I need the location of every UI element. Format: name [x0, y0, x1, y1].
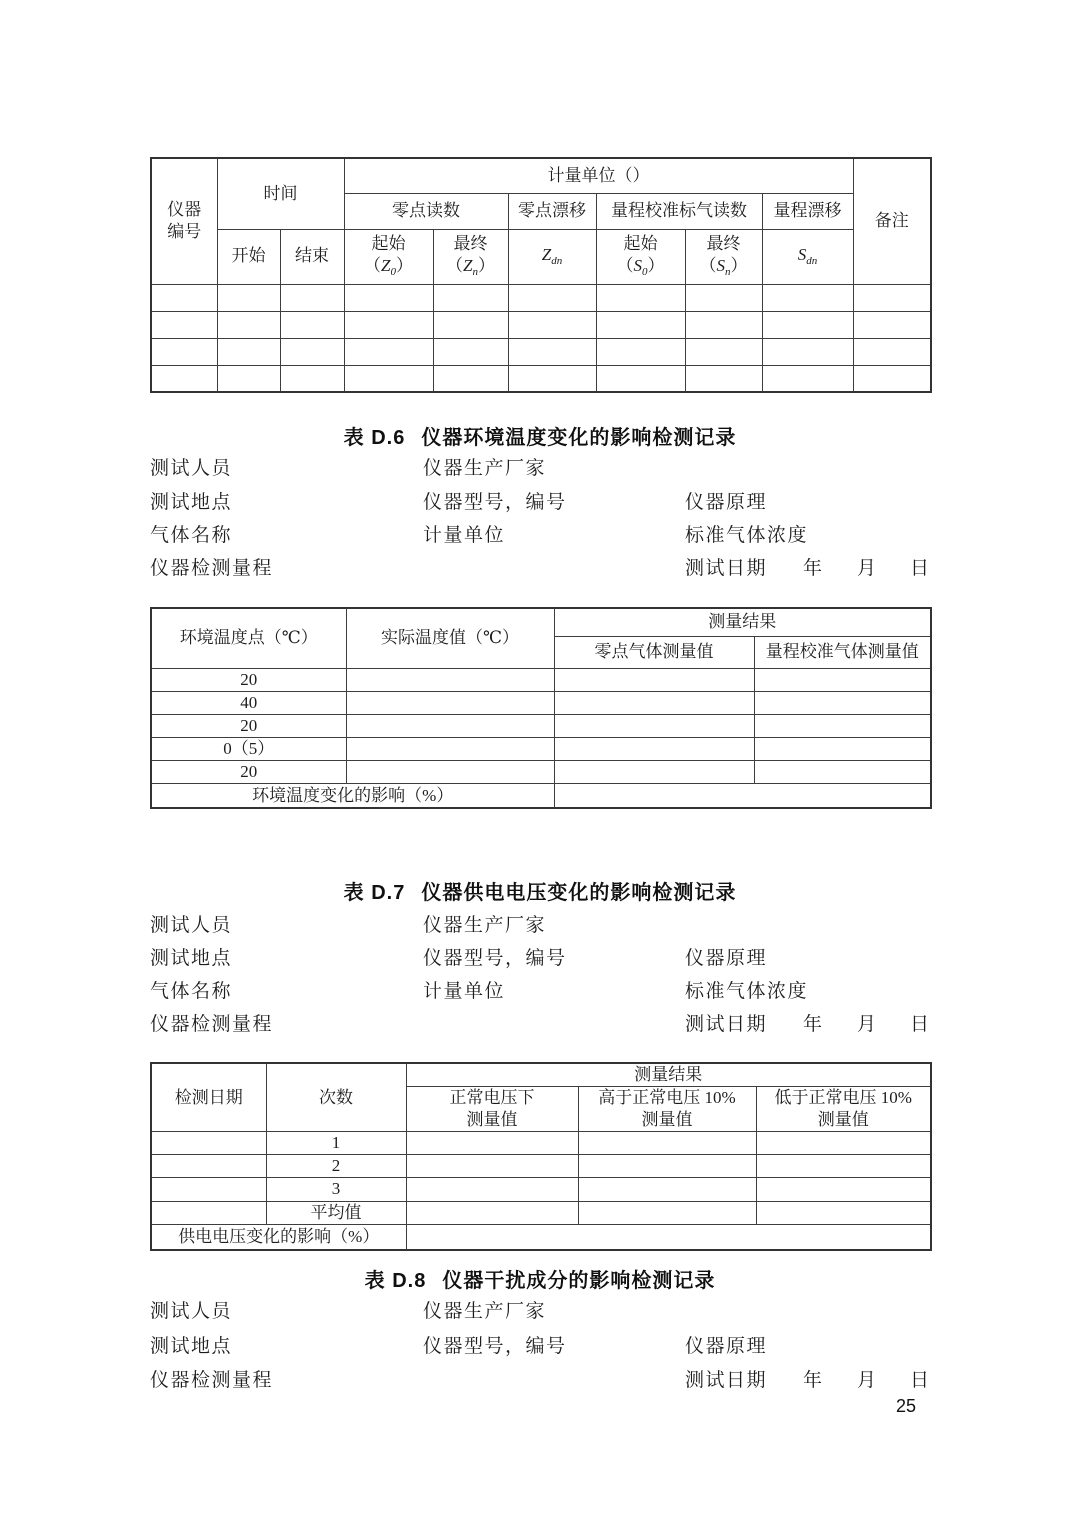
final-label: 最终: [453, 234, 488, 254]
footer-label: 供电电压变化的影响（%）: [151, 1224, 406, 1250]
field-day: 日: [910, 558, 931, 579]
empty-cell: [596, 311, 685, 338]
field-day: 日: [910, 1014, 931, 1035]
empty-cell: [754, 714, 931, 737]
field-day: 日: [910, 1370, 931, 1391]
empty-cell: [578, 1201, 756, 1224]
times-value: 2: [266, 1155, 406, 1178]
empty-cell: [762, 311, 853, 338]
temp-point-value: 20: [151, 714, 346, 737]
field-principle: 仪器原理: [685, 948, 768, 969]
table-d8-caption: [150, 1264, 930, 1293]
empty-cell: [433, 311, 508, 338]
field-year: 年: [803, 558, 824, 579]
empty-cell: [406, 1155, 578, 1178]
col-header-normal-voltage: 正常电压下 测量值: [406, 1087, 578, 1132]
d6-field-row-4: [150, 553, 930, 579]
col-header-time-end: 结束: [280, 229, 344, 284]
instrument-no-line2: 编号: [167, 222, 202, 242]
table-row: [151, 691, 931, 714]
col-header-zero-reading: 零点读数: [344, 193, 508, 229]
times-value: 平均值: [266, 1201, 406, 1224]
col-header-temp-point: 环境温度点（℃）: [151, 608, 346, 668]
empty-cell: [578, 1132, 756, 1155]
d7-field-row-4: [150, 1009, 930, 1035]
empty-cell: [344, 365, 433, 392]
caption-text: 仪器干扰成分的影响检测记录: [442, 1270, 716, 1292]
table-row: [151, 311, 931, 338]
d8-field-row-1: [150, 1296, 930, 1322]
empty-cell: [508, 338, 596, 365]
table-row: [151, 338, 931, 365]
d7-field-row-3: [150, 976, 930, 1002]
sn-symbol: $(S_n)$: [699, 256, 748, 279]
field-manufacturer: 仪器生产厂家: [423, 1301, 547, 1322]
field-tester: 测试人员: [150, 1301, 233, 1322]
col-header-test-date: 检测日期: [151, 1063, 266, 1132]
empty-cell: [685, 365, 762, 392]
zn-symbol: $(Z_n)$: [446, 256, 495, 279]
empty-cell: [554, 737, 754, 760]
drift-record-table: [150, 157, 932, 393]
d7-field-row-2: [150, 943, 930, 969]
caption-text: 仪器环境温度变化的影响检测记录: [421, 427, 737, 449]
empty-cell: [346, 714, 554, 737]
empty-cell: [151, 365, 217, 392]
field-model: 仪器型号，编号: [423, 1336, 567, 1357]
field-manufacturer: 仪器生产厂家: [423, 458, 547, 479]
empty-cell: [217, 365, 280, 392]
instrument-no-line1: 仪器: [167, 200, 202, 220]
empty-cell: [756, 1201, 931, 1224]
field-test-date: 测试日期: [685, 1370, 768, 1391]
sdn-symbol: $S_{dn}$: [797, 245, 818, 268]
col-header-zdn: [508, 229, 596, 284]
empty-cell: [853, 284, 931, 311]
field-month: 月: [857, 558, 878, 579]
final-label: 最终: [706, 234, 741, 254]
field-test-date: 测试日期: [685, 558, 768, 579]
empty-cell: [756, 1178, 931, 1201]
empty-cell: [578, 1178, 756, 1201]
col-header-final-sn: [685, 229, 762, 284]
caption-number: 表 D.7: [343, 882, 406, 904]
caption-number: 表 D.8: [364, 1270, 427, 1292]
col-header-actual-temp: 实际温度值（℃）: [346, 608, 554, 668]
table-row: [151, 668, 931, 691]
field-gas-name: 气体名称: [150, 525, 233, 546]
empty-cell: [344, 338, 433, 365]
field-location: 测试地点: [150, 948, 233, 969]
empty-cell: [754, 691, 931, 714]
empty-cell: [554, 691, 754, 714]
empty-cell: [344, 311, 433, 338]
empty-cell: [406, 1201, 578, 1224]
col-header-final-zn: [433, 229, 508, 284]
col-header-sdn: [762, 229, 853, 284]
field-std-conc: 标准气体浓度: [685, 981, 809, 1002]
empty-cell: [280, 284, 344, 311]
field-year: 年: [803, 1370, 824, 1391]
field-year: 年: [803, 1014, 824, 1035]
z0-symbol: $(Z_0)$: [364, 256, 413, 279]
footer-label: 环境温度变化的影响（%）: [151, 783, 554, 808]
caption-number: 表 D.6: [343, 427, 406, 449]
field-principle: 仪器原理: [685, 492, 768, 513]
d6-field-row-2: [150, 487, 930, 513]
empty-cell: [433, 338, 508, 365]
col-header-low-voltage: 低于正常电压 10% 测量值: [756, 1087, 931, 1132]
empty-cell: [762, 365, 853, 392]
field-principle: 仪器原理: [685, 1336, 768, 1357]
col-header-time-start: 开始: [217, 229, 280, 284]
temp-point-value: 40: [151, 691, 346, 714]
col-header-initial-z0: [344, 229, 433, 284]
field-range: 仪器检测量程: [150, 1370, 274, 1391]
table-row: [151, 760, 931, 783]
zdn-symbol: $Z_{dn}$: [541, 245, 563, 268]
empty-cell: [280, 338, 344, 365]
empty-cell: [433, 365, 508, 392]
empty-cell: [151, 338, 217, 365]
empty-cell: [151, 1155, 266, 1178]
empty-cell: [406, 1132, 578, 1155]
table-d7-caption: [150, 876, 930, 905]
empty-cell: [596, 365, 685, 392]
field-unit: 计量单位: [423, 525, 506, 546]
col-header-result-group: 测量结果: [406, 1063, 931, 1087]
s0-symbol: $(S_0)$: [616, 256, 665, 279]
col-header-span-reading: 量程校准标气读数: [596, 193, 762, 229]
field-tester: 测试人员: [150, 458, 233, 479]
table-row: [151, 1132, 931, 1155]
d7-field-row-1: [150, 910, 930, 936]
field-unit: 计量单位: [423, 981, 506, 1002]
voltage-influence-table: [150, 1062, 932, 1251]
col-header-high-voltage: 高于正常电压 10% 测量值: [578, 1087, 756, 1132]
col-header-zero-drift: 零点漂移: [508, 193, 596, 229]
temperature-influence-table: [150, 607, 932, 809]
field-model: 仪器型号，编号: [423, 948, 567, 969]
table-row: [151, 1178, 931, 1201]
empty-cell: [853, 311, 931, 338]
col-header-result-group: 测量结果: [554, 608, 931, 636]
empty-cell: [151, 1201, 266, 1224]
table-footer-row: [151, 783, 931, 808]
caption-text: 仪器供电电压变化的影响检测记录: [421, 882, 737, 904]
table-row: [151, 284, 931, 311]
empty-cell: [433, 284, 508, 311]
col-header-instrument-no: [151, 158, 217, 284]
empty-cell: [762, 338, 853, 365]
empty-cell: [280, 365, 344, 392]
col-header-span-drift: 量程漂移: [762, 193, 853, 229]
col-header-times: 次数: [266, 1063, 406, 1132]
field-location: 测试地点: [150, 1336, 233, 1357]
times-value: 3: [266, 1178, 406, 1201]
initial-label: 起始: [623, 234, 658, 254]
empty-cell: [756, 1155, 931, 1178]
empty-cell: [554, 714, 754, 737]
empty-cell: [151, 1178, 266, 1201]
temp-point-value: 0（5）: [151, 737, 346, 760]
empty-cell: [217, 338, 280, 365]
temp-point-value: 20: [151, 760, 346, 783]
empty-cell: [217, 311, 280, 338]
times-value: 1: [266, 1132, 406, 1155]
d6-field-row-3: [150, 520, 930, 546]
empty-cell: [762, 284, 853, 311]
col-header-time: 时间: [217, 158, 344, 229]
field-range: 仪器检测量程: [150, 558, 274, 579]
empty-cell: [853, 338, 931, 365]
field-manufacturer: 仪器生产厂家: [423, 915, 547, 936]
table-row: [151, 714, 931, 737]
d8-field-row-2: [150, 1331, 930, 1357]
temp-point-value: 20: [151, 668, 346, 691]
empty-cell: [508, 311, 596, 338]
table-row: [151, 737, 931, 760]
empty-cell: [685, 338, 762, 365]
field-tester: 测试人员: [150, 915, 233, 936]
table-footer-row: [151, 1224, 931, 1250]
empty-cell: [344, 284, 433, 311]
field-month: 月: [857, 1370, 878, 1391]
empty-cell: [406, 1178, 578, 1201]
d6-field-row-1: [150, 453, 930, 479]
field-location: 测试地点: [150, 492, 233, 513]
table-d6-caption: [150, 421, 930, 450]
empty-cell: [406, 1224, 931, 1250]
empty-cell: [508, 284, 596, 311]
empty-cell: [685, 284, 762, 311]
col-header-zero-value: 零点气体测量值: [554, 636, 754, 668]
table-row: [151, 1201, 931, 1224]
empty-cell: [346, 668, 554, 691]
empty-cell: [346, 737, 554, 760]
field-gas-name: 气体名称: [150, 981, 233, 1002]
empty-cell: [754, 760, 931, 783]
empty-cell: [754, 737, 931, 760]
empty-cell: [596, 284, 685, 311]
empty-cell: [578, 1155, 756, 1178]
empty-cell: [754, 668, 931, 691]
empty-cell: [554, 760, 754, 783]
field-test-date: 测试日期: [685, 1014, 768, 1035]
empty-cell: [508, 365, 596, 392]
empty-cell: [151, 311, 217, 338]
col-header-unit-group: 计量单位（）: [344, 158, 853, 193]
empty-cell: [853, 365, 931, 392]
field-std-conc: 标准气体浓度: [685, 525, 809, 546]
empty-cell: [151, 1132, 266, 1155]
d8-field-row-3: [150, 1365, 930, 1391]
field-range: 仪器检测量程: [150, 1014, 274, 1035]
page-number: 25: [896, 1396, 917, 1416]
empty-cell: [756, 1132, 931, 1155]
field-model: 仪器型号，编号: [423, 492, 567, 513]
empty-cell: [151, 284, 217, 311]
table-row: [151, 365, 931, 392]
empty-cell: [596, 338, 685, 365]
empty-cell: [554, 668, 754, 691]
empty-cell: [685, 311, 762, 338]
table-row: [151, 1155, 931, 1178]
empty-cell: [346, 760, 554, 783]
col-header-span-value: 量程校准气体测量值: [754, 636, 931, 668]
empty-cell: [346, 691, 554, 714]
initial-label: 起始: [371, 234, 406, 254]
empty-cell: [554, 783, 931, 808]
field-month: 月: [857, 1014, 878, 1035]
col-header-remark: 备注: [853, 158, 931, 284]
empty-cell: [217, 284, 280, 311]
empty-cell: [280, 311, 344, 338]
col-header-initial-s0: [596, 229, 685, 284]
